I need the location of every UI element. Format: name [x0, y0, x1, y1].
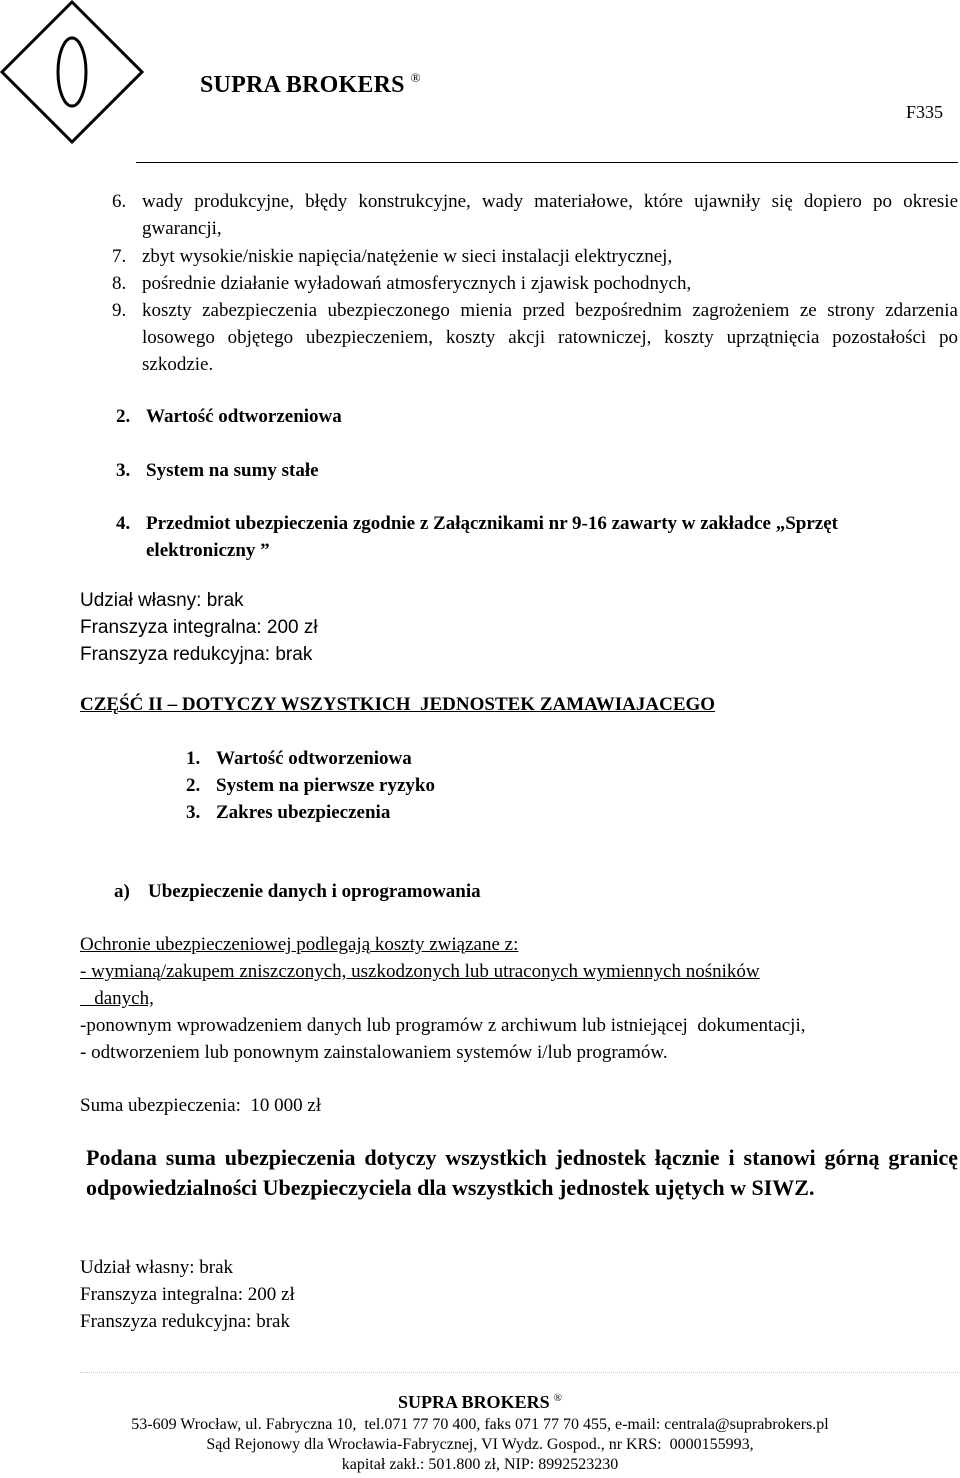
- list-item: 8. pośrednie działanie wyładowań atmosferycznych i zjawisk pochodnych,: [112, 273, 692, 294]
- list-item: 7. zbyt wysokie/niskie napięcia/natężenie w sieci instalacji elektrycznej,: [112, 246, 673, 267]
- list-item: 9. koszty zabezpieczenia ubezpieczonego mienia przed bezpośrednim zagrożeniem ze strony zdarzenia losowego objętego ubezpieczeniem, koszty akcji ratowniczej, koszty uprzątnięcia pozostałości po szkodzie.: [112, 300, 958, 375]
- list-item: 6. wady produkcyjne, błędy konstrukcyjne, wady materiałowe, które ujawniły się dopiero po okresie gwarancji,: [112, 191, 958, 239]
- footer-divider: [80, 1372, 960, 1373]
- reducing-franchise: Franszyza redukcyjna: brak: [80, 1311, 290, 1332]
- coverage-line: - wymianą/zakupem zniszczonych, uszkodzonych lub utraconych wymiennych nośników: [80, 961, 760, 982]
- part-item: 1. Wartość odtworzeniowa: [186, 748, 412, 769]
- coverage-intro: Ochronie ubezpieczeniowej podlegają koszty związane z:: [80, 934, 519, 955]
- notice-text: Podana suma ubezpieczenia dotyczy wszystkich jednostek łącznie i stanowi górną granicę odpowiedzialności Ubezpieczyciela dla wszystkich jednostek ujętych w SIWZ.: [86, 1145, 958, 1200]
- reducing-franchise: Franszyza redukcyjna: brak: [80, 644, 313, 665]
- section-heading: 3. System na sumy stałe: [116, 460, 319, 481]
- sum-insured: Suma ubezpieczenia: 10 000 zł: [80, 1095, 322, 1116]
- section-heading: 4. Przedmiot ubezpieczenia zgodnie z Załącznikami nr 9-16 zawarty w zakładce „Sprzęt elektroniczny ”: [116, 513, 838, 561]
- conditions-block: [80, 587, 318, 668]
- coverage-line: -ponownym wprowadzeniem danych lub programów z archiwum lub istniejącej dokumentacji,: [80, 1015, 806, 1036]
- part-item: 3. Zakres ubezpieczenia: [186, 802, 391, 823]
- part-items: [186, 745, 435, 826]
- footer-address: 53-609 Wrocław, ul. Fabryczna 10, tel.071 77 70 400, faks 071 77 70 455, e-mail: centrala@suprabrokers.pl: [131, 1416, 829, 1433]
- integral-franchise: Franszyza integralna: 200 zł: [80, 1284, 295, 1305]
- conditions-block: [80, 1254, 295, 1335]
- company-logo: [0, 0, 160, 160]
- company-name: SUPRA BROKERS ®: [200, 70, 421, 98]
- coverage-line: danych,: [80, 988, 154, 1009]
- header-divider: [136, 162, 958, 163]
- integral-franchise: Franszyza integralna: 200 zł: [80, 617, 318, 638]
- footer-company: SUPRA BROKERS ®: [398, 1392, 562, 1412]
- subsection-heading: a) Ubezpieczenie danych i oprogramowania: [114, 881, 481, 902]
- footer-capital: kapitał zakł.: 501.800 zł, NIP: 8992523230: [341, 1456, 619, 1473]
- footer-court: Sąd Rejonowy dla Wrocławia-Fabrycznej, VI Wydz. Gospod., nr KRS: 0000155993,: [206, 1436, 754, 1453]
- section-heading: 2. Wartość odtworzeniowa: [116, 406, 342, 427]
- part-title: CZĘŚĆ II – DOTYCZY WSZYSTKICH JEDNOSTEK ZAMAWIAJACEGO: [80, 694, 716, 715]
- coverage-line: - odtworzeniem lub ponownym zainstalowaniem systemów i/lub programów.: [80, 1042, 668, 1063]
- own-share: Udział własny: brak: [80, 1257, 234, 1278]
- part-item: 2. System na pierwsze ryzyko: [186, 775, 435, 796]
- form-code: F335: [906, 102, 944, 122]
- own-share: Udział własny: brak: [80, 590, 244, 611]
